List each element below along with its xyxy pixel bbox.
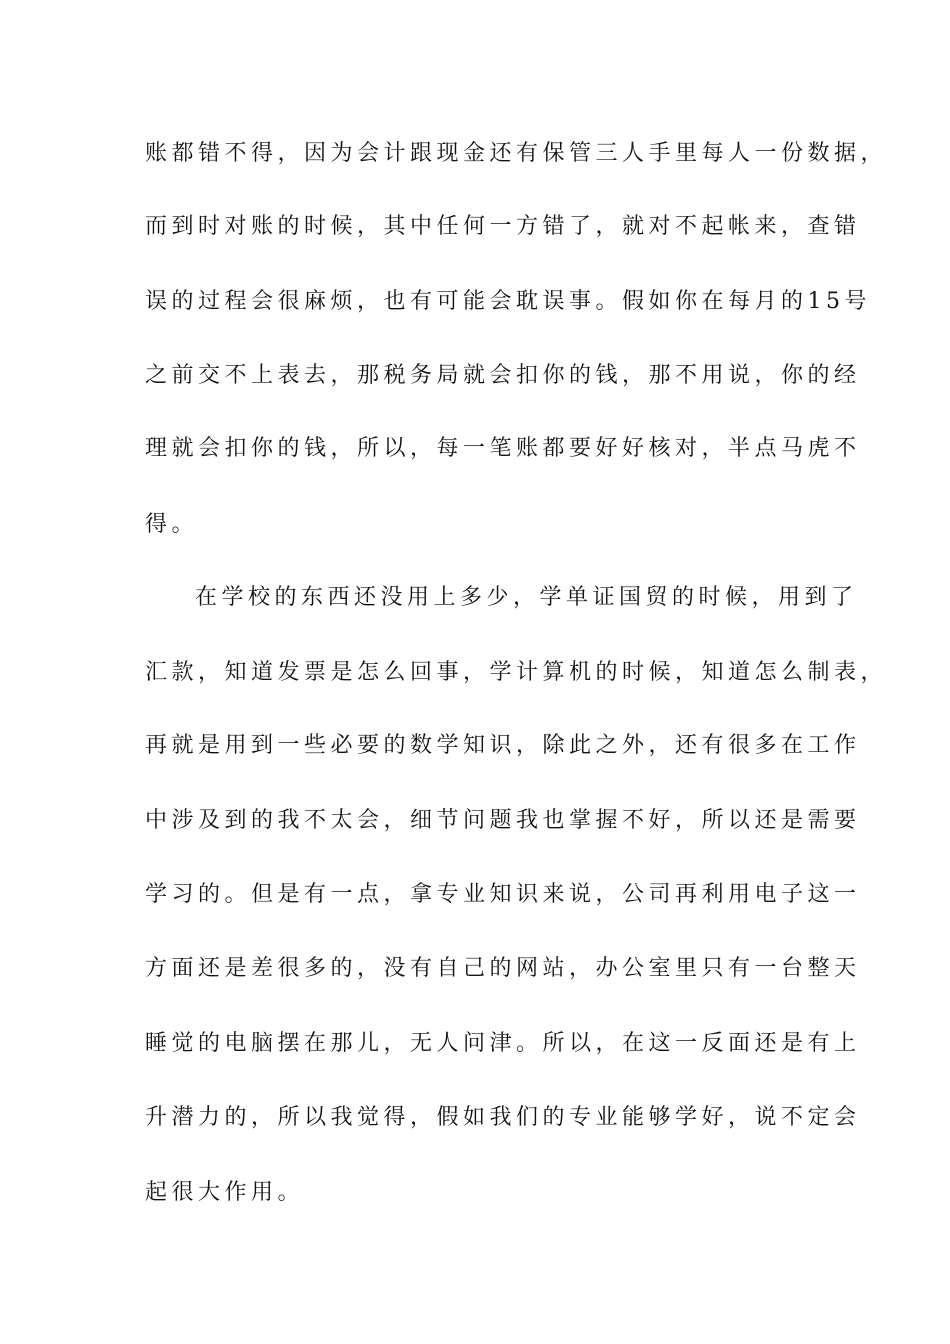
text-line: 汇款，知道发票是怎么回事，学计算机的时候，知道怎么制表， <box>145 660 888 685</box>
text-line: 得。 <box>145 512 199 537</box>
text-line: 再就是用到一些必要的数学知识，除此之外，还有很多在工作 <box>145 733 861 758</box>
text-line: 方面还是差很多的，没有自己的网站，办公室里只有一台整天 <box>145 956 861 981</box>
text-line: 学习的。但是有一点，拿专业知识来说，公司再利用电子这一 <box>145 882 861 907</box>
text-line: 理就会扣你的钱，所以，每一笔账都要好好核对，半点马虎不 <box>145 436 861 461</box>
text-line: 账都错不得，因为会计跟现金还有保管三人手里每人一份数据， <box>145 141 888 166</box>
text-line: 误的过程会很麻烦，也有可能会耽误事。假如你在每月的15号 <box>145 289 871 314</box>
text-line: 之前交不上表去，那税务局就会扣你的钱，那不用说，你的经 <box>145 363 861 388</box>
text-line: 中涉及到的我不太会，细节问题我也掌握不好，所以还是需要 <box>145 808 861 833</box>
text-line: 升潜力的，所以我觉得，假如我们的专业能够学好，说不定会 <box>145 1105 861 1130</box>
text-line: 而到时对账的时候，其中任何一方错了，就对不起帐来，查错 <box>145 214 861 239</box>
text-line: 睡觉的电脑摆在那儿，无人问津。所以，在这一反面还是有上 <box>145 1031 861 1056</box>
text-line: 起很大作用。 <box>145 1180 305 1205</box>
text-line: 在学校的东西还没用上多少，学单证国贸的时候，用到了 <box>195 585 858 610</box>
